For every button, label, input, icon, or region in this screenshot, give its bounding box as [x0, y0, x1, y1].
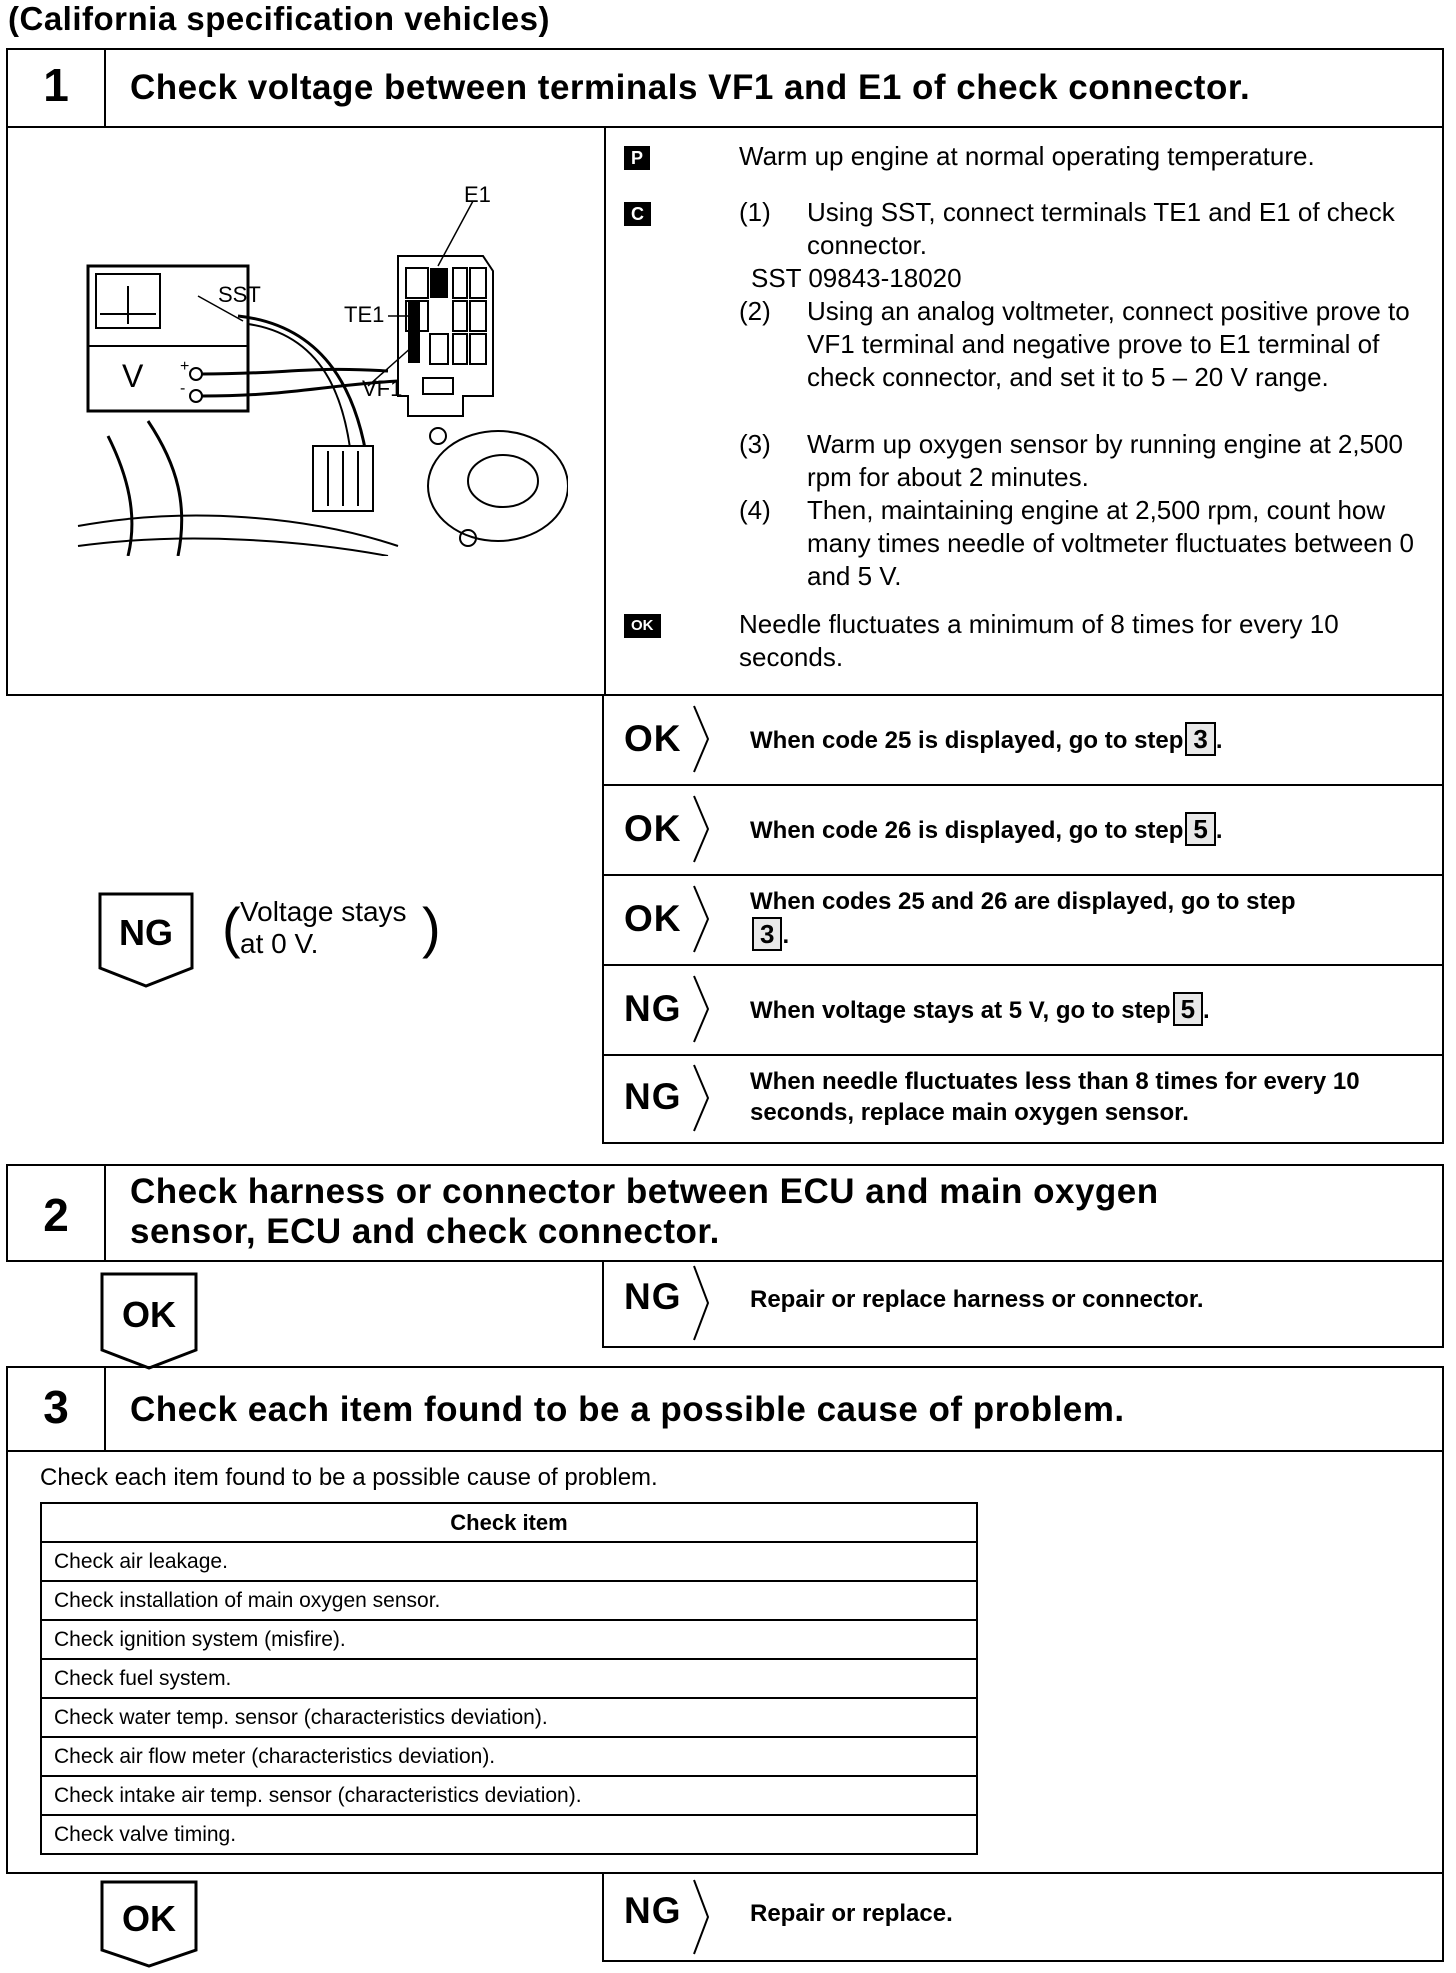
result-text-4-body: When voltage stays at 5 V, go to step	[750, 997, 1171, 1024]
step1-results	[602, 694, 1444, 1144]
step3-number-divider	[104, 1368, 106, 1450]
label-e1: E1	[464, 182, 491, 207]
connector-diagram	[68, 146, 568, 556]
check-item-1-num: (1)	[739, 197, 771, 227]
table-row	[41, 1698, 977, 1737]
prep-text: Warm up engine at normal operating temperature.	[739, 141, 1315, 171]
table-cell: Check fuel system.	[41, 1659, 977, 1698]
step-ref-1[interactable]: 3	[1185, 722, 1215, 756]
step2-title-line2: sensor, ECU and check connector.	[130, 1212, 720, 1251]
step2-ok-badge-label: OK	[122, 1294, 176, 1335]
step2-ng-text: Repair or replace harness or connector.	[750, 1286, 1204, 1313]
check-item-table	[40, 1502, 978, 1855]
check-item-2	[739, 295, 1428, 427]
step-ref-4[interactable]: 5	[1173, 992, 1203, 1026]
chevron-icon	[692, 704, 712, 774]
result-text-1: When code 25 is displayed, go to step 3 .	[750, 724, 1223, 754]
step1-ng-badge-label: NG	[119, 912, 173, 953]
check-item-1-sst: SST 09843-18020	[751, 263, 962, 293]
result-label-2: OK	[624, 808, 682, 849]
result-text-5: When needle fluctuates less than 8 times for every 10 seconds, replace main oxygen sensor.	[750, 1068, 1360, 1126]
ng-note-line2: at 0 V.	[240, 928, 319, 959]
paren-open: (	[222, 896, 241, 959]
step-ref-2[interactable]: 5	[1185, 812, 1215, 846]
result-text-2: When code 26 is displayed, go to step 5 .	[750, 814, 1223, 844]
prep-tag: P	[624, 146, 650, 170]
result-row-5	[604, 1054, 1442, 1142]
step1-body	[6, 126, 1444, 696]
voltmeter-connector-illustration	[68, 146, 568, 556]
step2-number: 2	[43, 1189, 69, 1241]
step2-number-divider	[104, 1166, 106, 1260]
step3-ok-badge-label: OK	[122, 1898, 176, 1939]
table-cell: Check water temp. sensor (characteristics deviation).	[41, 1698, 977, 1737]
table-row	[41, 1737, 977, 1776]
step1-title: Check voltage between terminals VF1 and E1 of check connector.	[130, 68, 1251, 107]
check-item-4-text: Then, maintaining engine at 2,500 rpm, count how many times needle of voltmeter fluctuates between 0 and 5 V.	[807, 495, 1414, 591]
check-item-3	[739, 428, 1428, 494]
table-row	[41, 1620, 977, 1659]
step2-title-box	[6, 1164, 1444, 1262]
step3-ng-text: Repair or replace.	[750, 1900, 953, 1927]
result-label-3: OK	[624, 898, 682, 939]
step1-ng-note	[222, 896, 452, 966]
table-cell: Check valve timing.	[41, 1815, 977, 1854]
check-item-2-num: (2)	[739, 296, 771, 326]
result-row-1	[604, 694, 1442, 786]
check-item-table-wrap	[40, 1502, 978, 1855]
table-cell: Check air leakage.	[41, 1542, 977, 1581]
step3-title-box	[6, 1366, 1444, 1452]
step2-title-line1: Check harness or connector between ECU and main oxygen	[130, 1172, 1159, 1211]
step3-intro: Check each item found to be a possible cause of problem.	[40, 1464, 658, 1491]
step3-ng-label: NG	[624, 1890, 682, 1931]
table-row	[41, 1776, 977, 1815]
step1-number-divider	[104, 50, 106, 126]
ok-tag: OK	[624, 614, 661, 638]
step3-ng-row	[602, 1872, 1444, 1962]
table-cell: Check ignition system (misfire).	[41, 1620, 977, 1659]
label-vf1: VF1	[362, 376, 403, 401]
result-text-1-body: When code 25 is displayed, go to step	[750, 727, 1184, 754]
result-row-2	[604, 784, 1442, 876]
result-label-1: OK	[624, 718, 682, 759]
chevron-icon	[692, 1878, 712, 1956]
step3-body	[6, 1450, 1444, 1874]
chevron-icon	[692, 1264, 712, 1342]
check-item-2-text: Using an analog voltmeter, connect positive prove to VF1 terminal and negative prove to E1 terminal of check connector, and set it to 5 – 20 V range.	[807, 296, 1410, 392]
chevron-icon	[692, 974, 712, 1044]
check-item-4	[739, 494, 1428, 593]
page-heading: (California specification vehicles)	[8, 0, 550, 37]
ok-criteria-text: Needle fluctuates a minimum of 8 times for every 10 seconds.	[739, 609, 1339, 672]
step1-number: 1	[43, 59, 69, 111]
table-row	[41, 1542, 977, 1581]
table-row	[41, 1581, 977, 1620]
table-header-row	[41, 1503, 977, 1542]
chevron-icon	[692, 1063, 712, 1133]
step1-title-box	[6, 48, 1444, 128]
check-item-3-num: (3)	[739, 429, 771, 459]
step3-title: Check each item found to be a possible cause of problem.	[130, 1390, 1125, 1429]
label-sst: SST	[218, 282, 261, 307]
step2-ng-row	[602, 1260, 1444, 1348]
step3-number: 3	[43, 1381, 69, 1433]
table-cell: Check air flow meter (characteristics deviation).	[41, 1737, 977, 1776]
step3-ok-badge	[100, 1880, 198, 1968]
chevron-icon	[692, 794, 712, 864]
paren-close: )	[422, 896, 441, 959]
table-row	[41, 1659, 977, 1698]
table-cell: Check installation of main oxygen sensor.	[41, 1581, 977, 1620]
step1-ng-badge	[98, 892, 194, 988]
table-row	[41, 1815, 977, 1854]
check-item-1	[739, 196, 1428, 262]
check-item-1-text: Using SST, connect terminals TE1 and E1 of check connector.	[807, 197, 1395, 260]
chevron-icon	[692, 884, 712, 954]
step2-ng-label: NG	[624, 1276, 682, 1317]
result-label-4: NG	[624, 988, 682, 1029]
step1-instructions	[624, 140, 1428, 680]
result-row-4	[604, 964, 1442, 1056]
check-item-4-num: (4)	[739, 495, 771, 525]
label-te1: TE1	[344, 302, 385, 327]
label-minus: -	[180, 380, 186, 397]
step-ref-3[interactable]: 3	[752, 917, 782, 951]
result-text-3-body: When codes 25 and 26 are displayed, go to step	[750, 888, 1296, 915]
step2-ok-badge	[100, 1272, 198, 1370]
check-item-3-text: Warm up oxygen sensor by running engine at 2,500 rpm for about 2 minutes.	[807, 429, 1403, 492]
label-plus: +	[180, 358, 190, 375]
check-tag: C	[624, 202, 651, 226]
table-header: Check item	[41, 1503, 977, 1542]
label-v: V	[122, 358, 144, 394]
result-label-5: NG	[624, 1076, 682, 1117]
table-cell: Check intake air temp. sensor (characteristics deviation).	[41, 1776, 977, 1815]
result-row-3	[604, 874, 1442, 966]
ng-note-line1: Voltage stays	[240, 896, 407, 927]
step1-body-divider	[604, 126, 606, 694]
result-text-2-body: When code 26 is displayed, go to step	[750, 817, 1184, 844]
result-text-4: When voltage stays at 5 V, go to step 5 .	[750, 994, 1210, 1024]
result-text-3: When codes 25 and 26 are displayed, go to step3 .	[750, 888, 1296, 949]
